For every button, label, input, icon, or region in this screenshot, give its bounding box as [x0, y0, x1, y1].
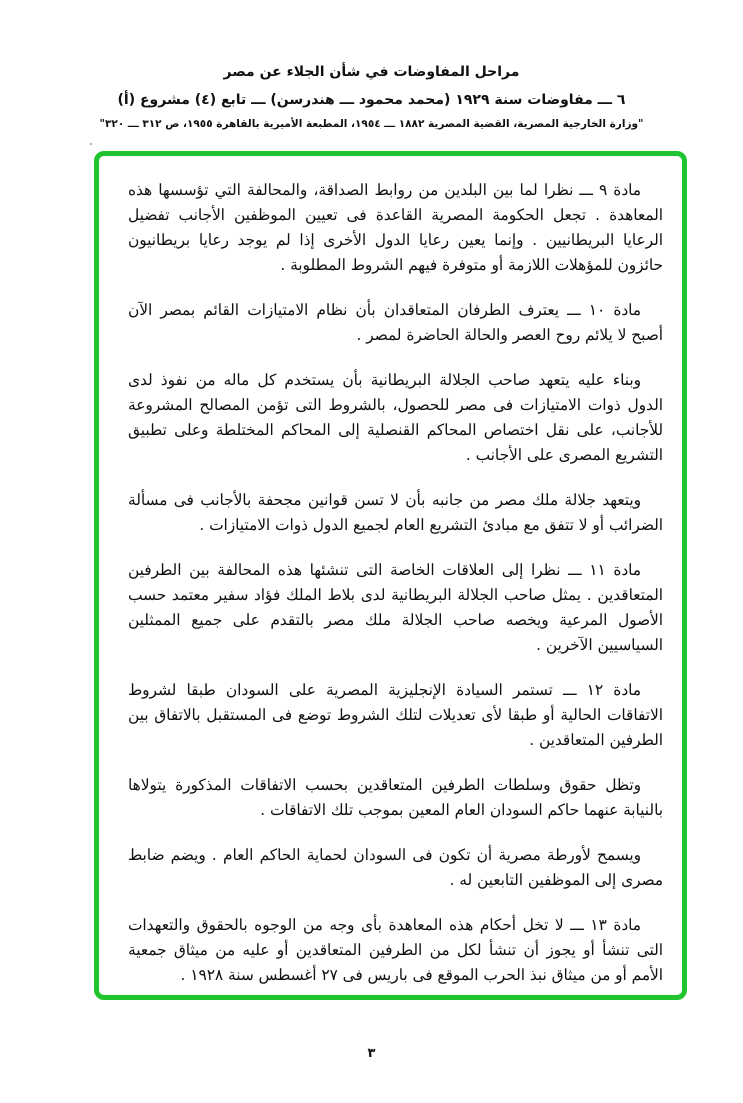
article-9: مادة ٩ ـــ نظرا لما بين البلدين من روابط الصداقة، والمحالفة التي تؤسسها هذه المعاهدة . تجعل الحكومة المصرية القاعدة فى تعيين الموظفين الأجانب تفضيل الرعايا البريطانيين . وإنما يعين رعايا الدول الأخرى إذا لم يوجد رعايا بريطانيون حائزون للمؤهلات اللازمة أو متوفرة فيهم الشروط المطلوبة .	[128, 181, 663, 274]
article-10-clause-taxes: ويتعهد جلالة ملك مصر من جانبه بأن لا تسن قوانين مجحفة بالأجانب فى مسألة الضرائب أو لا تتفق مع مبادئ التشريع العام لجميع الدول ذوات الامتيازات .	[128, 491, 663, 534]
document-title: مراحل المفاوضات في شأن الجلاء عن مصر	[223, 64, 520, 80]
document-body	[128, 178, 663, 1008]
article-12-clause-battalion: ويسمح لأورطة مصرية أن تكون فى السودان لحماية الحاكم العام . ويضم ضابط مصرى إلى الموظفين التابعين له .	[128, 846, 663, 889]
article-10: مادة ١٠ ـــ يعترف الطرفان المتعاقدان بأن نظام الامتيازات القائم بمصر الآن أصبح لا يلائم روح العصر والحالة الحاضرة لمصر .	[128, 301, 663, 344]
scan-speck	[90, 143, 92, 145]
document-subtitle: ٦ ـــ مفاوضات سنة ١٩٢٩ (محمد محمود ـــ هندرسن) ـــ تابع (٤) مشروع (أ)	[117, 92, 626, 108]
article-13: مادة ١٣ ـــ لا تخل أحكام هذه المعاهدة بأى وجه من الوجوه بالحقوق والتعهدات التى تنشأ أو يجوز أن تنشأ لكل من الطرفين المتعاقدين أو عليه من ميثاق جمعية الأمم أو من ميثاق نبذ الحرب الموقع فى باريس فى ٢٧ أغسطس سنة ١٩٢٨ .	[128, 916, 663, 984]
article-10-clause-capitulations: وبناء عليه يتعهد صاحب الجلالة البريطانية بأن يستخدم كل ماله من نفوذ لدى الدول ذوات الامتيازات فى مصر للحصول، بالشروط التى تؤمن المصالح المشروعة للأجانب، على نقل اختصاص المحاكم القنصلية إلى المحاكم المختلطة وعلى تطبيق التشريع المصرى على الأجانب .	[128, 371, 663, 464]
article-12-clause-governor: وتظل حقوق وسلطات الطرفين المتعاقدين بحسب الاتفاقات المذكورة يتولاها بالنيابة عنهما حاكم السودان العام المعين بموجب تلك الاتفاقات .	[128, 776, 663, 819]
source-citation: "وزارة الخارجية المصرية، القضية المصرية ١٨٨٢ ـــ ١٩٥٤، المطبعة الأميرية بالقاهرة ١٩٥٥، ص ٣١٢ ـــ ٣٢٠"	[99, 118, 644, 130]
page-number: ٣	[367, 1046, 376, 1061]
article-11: مادة ١١ ـــ نظرا إلى العلاقات الخاصة التى تنشئها هذه المحالفة بين الطرفين المتعاقدين . يمثل صاحب الجلالة البريطانية لدى بلاط الملك فؤاد سفير معتمد حسب الأصول المرعية ويخصه صاحب الجلالة ملك مصر بالتقدم على جميع الممثلين السياسيين الآخرين .	[128, 561, 663, 654]
article-12: مادة ١٢ ـــ تستمر السيادة الإنجليزية المصرية على السودان طبقا لشروط الاتفاقات الحالية أو طبقا لأى تعديلات لتلك الشروط توضع فى المستقبل بالاتفاق بين الطرفين المتعاقدين .	[128, 681, 663, 749]
